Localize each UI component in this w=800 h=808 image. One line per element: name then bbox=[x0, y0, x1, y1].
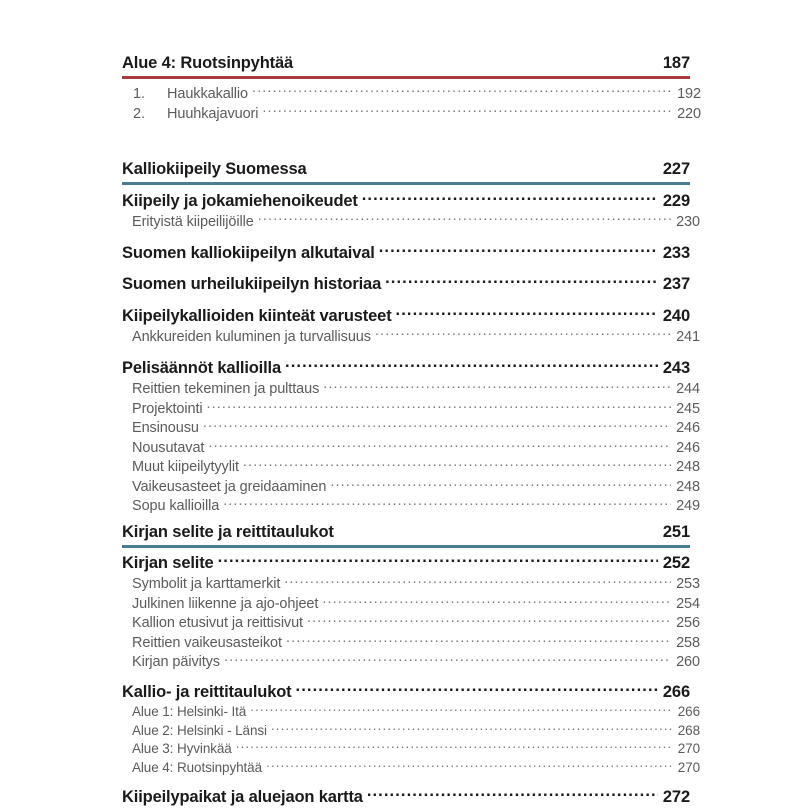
toc-subentry-sopu-kallioilla[interactable] bbox=[122, 496, 700, 516]
subentry-page-number: 268 bbox=[673, 722, 700, 740]
dot-leader bbox=[322, 593, 671, 608]
dot-leader bbox=[286, 632, 671, 647]
subentry-title: Reittien tekeminen ja pulttaus bbox=[132, 380, 323, 398]
subentry-page-number: 253 bbox=[671, 575, 700, 593]
dot-leader bbox=[284, 574, 671, 589]
toc-numbered-item-2[interactable] bbox=[122, 104, 701, 125]
dot-leader bbox=[223, 496, 671, 511]
subentry-title: Erityistä kiipeilijöille bbox=[132, 213, 258, 232]
table-of-contents bbox=[122, 0, 690, 808]
subentry-page-number: 260 bbox=[671, 653, 700, 671]
entry-title: Suomen urheilukiipeilyn historiaa bbox=[122, 274, 385, 295]
subentry-title: Kallion etusivut ja reittisivut bbox=[132, 614, 307, 632]
section-title: Alue 4: Ruotsinpyhtää bbox=[122, 52, 293, 74]
subentry-page-number: 244 bbox=[671, 380, 700, 398]
dot-leader bbox=[262, 104, 672, 119]
entry-title: Kiipeilypaikat ja aluejaon kartta bbox=[122, 787, 367, 808]
subentry-page-number: 241 bbox=[671, 328, 700, 347]
dot-leader bbox=[379, 241, 658, 258]
toc-subentry-alue-2-helsinki-lansi[interactable] bbox=[122, 721, 700, 740]
item-title: Huuhkajavuori bbox=[167, 105, 262, 124]
item-page-number: 192 bbox=[672, 85, 701, 104]
toc-subentry-erityista-kiipeilijoille[interactable] bbox=[122, 212, 700, 233]
dot-leader bbox=[224, 652, 671, 667]
entry-page-number: 240 bbox=[658, 306, 690, 327]
subentry-title: Projektointi bbox=[132, 400, 207, 418]
subentry-page-number: 248 bbox=[671, 478, 700, 496]
subentry-title: Ensinousu bbox=[132, 419, 203, 437]
toc-subentry-symbolit-ja-karttamerkit[interactable] bbox=[122, 574, 700, 594]
spacer bbox=[122, 295, 690, 304]
toc-entry-kiipeilykallioiden-kiinteat-varusteet[interactable] bbox=[122, 304, 690, 327]
toc-section-header-kirjan-selite-ja-reittitaulukot[interactable] bbox=[122, 521, 690, 548]
toc-entry-kiipeily-ja-jokamiehenoikeudet[interactable] bbox=[122, 189, 690, 212]
section-page-number: 251 bbox=[663, 521, 690, 543]
section-title: Kirjan selite ja reittitaulukot bbox=[122, 521, 334, 543]
toc-subentry-alue-3-hyvinkaa[interactable] bbox=[122, 740, 700, 759]
toc-subentry-projektointi[interactable] bbox=[122, 398, 700, 418]
dot-leader bbox=[207, 398, 672, 413]
dot-leader bbox=[296, 680, 658, 697]
entry-title: Kirjan selite bbox=[122, 553, 218, 574]
dot-leader bbox=[208, 437, 671, 452]
subentry-page-number: 270 bbox=[673, 740, 700, 758]
toc-section-header-kalliokiipeily-suomessa[interactable] bbox=[122, 158, 690, 185]
subentry-title: Vaikeusasteet ja greidaaminen bbox=[132, 478, 330, 496]
subentry-page-number: 258 bbox=[671, 634, 700, 652]
subentry-title: Alue 4: Ruotsinpyhtää bbox=[132, 759, 266, 777]
subentry-page-number: 246 bbox=[671, 439, 700, 457]
item-number: 1. bbox=[133, 85, 167, 104]
dot-leader bbox=[307, 613, 671, 628]
toc-entry-pelisaannot-kallioilla[interactable] bbox=[122, 356, 690, 379]
toc-subentry-ensinousu[interactable] bbox=[122, 418, 700, 438]
subentry-title: Alue 1: Helsinki- Itä bbox=[132, 703, 250, 721]
subentry-title: Sopu kallioilla bbox=[132, 497, 223, 515]
entry-page-number: 252 bbox=[658, 553, 690, 574]
dot-leader bbox=[266, 758, 673, 772]
entry-page-number: 266 bbox=[658, 682, 690, 703]
toc-subentry-reittien-vaikeusasteikot[interactable] bbox=[122, 632, 700, 652]
dot-leader bbox=[243, 457, 671, 472]
spacer bbox=[122, 124, 690, 158]
dot-leader bbox=[323, 379, 671, 394]
spacer bbox=[122, 264, 690, 273]
dot-leader bbox=[250, 703, 673, 717]
dot-leader bbox=[375, 327, 671, 342]
dot-leader bbox=[258, 212, 671, 227]
toc-subentry-reittien-tekeminen-ja-pulttaus[interactable] bbox=[122, 379, 700, 399]
spacer bbox=[122, 777, 690, 786]
toc-entry-suomen-urheilukiipeilyn-historiaa[interactable] bbox=[122, 273, 690, 296]
entry-title: Kallio- ja reittitaulukot bbox=[122, 682, 296, 703]
entry-title: Kiipeily ja jokamiehenoikeudet bbox=[122, 191, 362, 212]
toc-subentry-ankkureiden-kuluminen-ja-turvallisuus[interactable] bbox=[122, 327, 700, 348]
dot-leader bbox=[330, 476, 671, 491]
dot-leader bbox=[218, 551, 658, 568]
subentry-page-number: 254 bbox=[671, 595, 700, 613]
dot-leader bbox=[203, 418, 671, 433]
spacer bbox=[122, 347, 690, 356]
subentry-page-number: 249 bbox=[671, 497, 700, 515]
subentry-title: Ankkureiden kuluminen ja turvallisuus bbox=[132, 328, 375, 347]
entry-title: Kiipeilykallioiden kiinteät varusteet bbox=[122, 306, 396, 327]
subentry-page-number: 256 bbox=[671, 614, 700, 632]
subentry-title: Muut kiipeilytyylit bbox=[132, 458, 243, 476]
toc-subentry-alue-4-ruotsinpyhtaa[interactable] bbox=[122, 758, 700, 777]
subentry-title: Alue 3: Hyvinkää bbox=[132, 740, 236, 758]
subentry-title: Julkinen liikenne ja ajo-ohjeet bbox=[132, 595, 322, 613]
entry-title: Suomen kalliokiipeilyn alkutaival bbox=[122, 243, 379, 264]
toc-subentry-muut-kiipeilytyylit[interactable] bbox=[122, 457, 700, 477]
dot-leader bbox=[285, 356, 658, 373]
subentry-title: Reittien vaikeusasteikot bbox=[132, 634, 286, 652]
dot-leader bbox=[252, 83, 672, 98]
entry-page-number: 243 bbox=[658, 358, 690, 379]
entry-title: Pelisäännöt kallioilla bbox=[122, 358, 285, 379]
dot-leader bbox=[236, 740, 673, 754]
subentry-title: Nousutavat bbox=[132, 439, 208, 457]
subentry-title: Alue 2: Helsinki - Länsi bbox=[132, 722, 271, 740]
toc-numbered-item-1[interactable] bbox=[122, 83, 701, 104]
subentry-title: Symbolit ja karttamerkit bbox=[132, 575, 284, 593]
toc-entry-kiipeilypaikat-ja-aluejaon-kartta[interactable] bbox=[122, 786, 690, 808]
toc-subentry-kallion-etusivut-ja-reittisivut[interactable] bbox=[122, 613, 700, 633]
entry-page-number: 237 bbox=[658, 274, 690, 295]
subentry-page-number: 230 bbox=[671, 213, 700, 232]
entry-page-number: 272 bbox=[658, 787, 690, 808]
spacer bbox=[122, 671, 690, 680]
toc-section-header-alue-4[interactable] bbox=[122, 52, 690, 79]
top-spacer bbox=[122, 0, 690, 52]
subentry-title: Kirjan päivitys bbox=[132, 653, 224, 671]
item-number: 2. bbox=[133, 105, 167, 124]
subentry-page-number: 270 bbox=[673, 759, 700, 777]
dot-leader bbox=[271, 721, 673, 735]
toc-entry-kallio-ja-reittitaulukot[interactable] bbox=[122, 680, 690, 703]
toc-subentry-vaikeusasteet-ja-greidaaminen[interactable] bbox=[122, 476, 700, 496]
dot-leader bbox=[385, 273, 658, 290]
spacer bbox=[122, 232, 690, 241]
toc-subentry-julkinen-liikenne-ja-ajo-ohjeet[interactable] bbox=[122, 593, 700, 613]
subentry-page-number: 266 bbox=[673, 703, 700, 721]
subentry-page-number: 248 bbox=[671, 458, 700, 476]
toc-subentry-nousutavat[interactable] bbox=[122, 437, 700, 457]
dot-leader bbox=[396, 304, 658, 321]
subentry-page-number: 245 bbox=[671, 400, 700, 418]
toc-entry-suomen-kalliokiipeilyn-alkutaival[interactable] bbox=[122, 241, 690, 264]
entry-page-number: 233 bbox=[658, 243, 690, 264]
toc-entry-kirjan-selite[interactable] bbox=[122, 551, 690, 574]
entry-page-number: 229 bbox=[658, 191, 690, 212]
item-page-number: 220 bbox=[672, 105, 701, 124]
section-title: Kalliokiipeily Suomessa bbox=[122, 158, 307, 180]
item-title: Haukkakallio bbox=[167, 85, 252, 104]
dot-leader bbox=[362, 189, 658, 206]
subentry-page-number: 246 bbox=[671, 419, 700, 437]
toc-subentry-kirjan-paivitys[interactable] bbox=[122, 652, 700, 672]
toc-subentry-alue-1-helsinki-ita[interactable] bbox=[122, 703, 700, 722]
section-page-number: 227 bbox=[663, 158, 690, 180]
section-page-number: 187 bbox=[663, 52, 690, 74]
